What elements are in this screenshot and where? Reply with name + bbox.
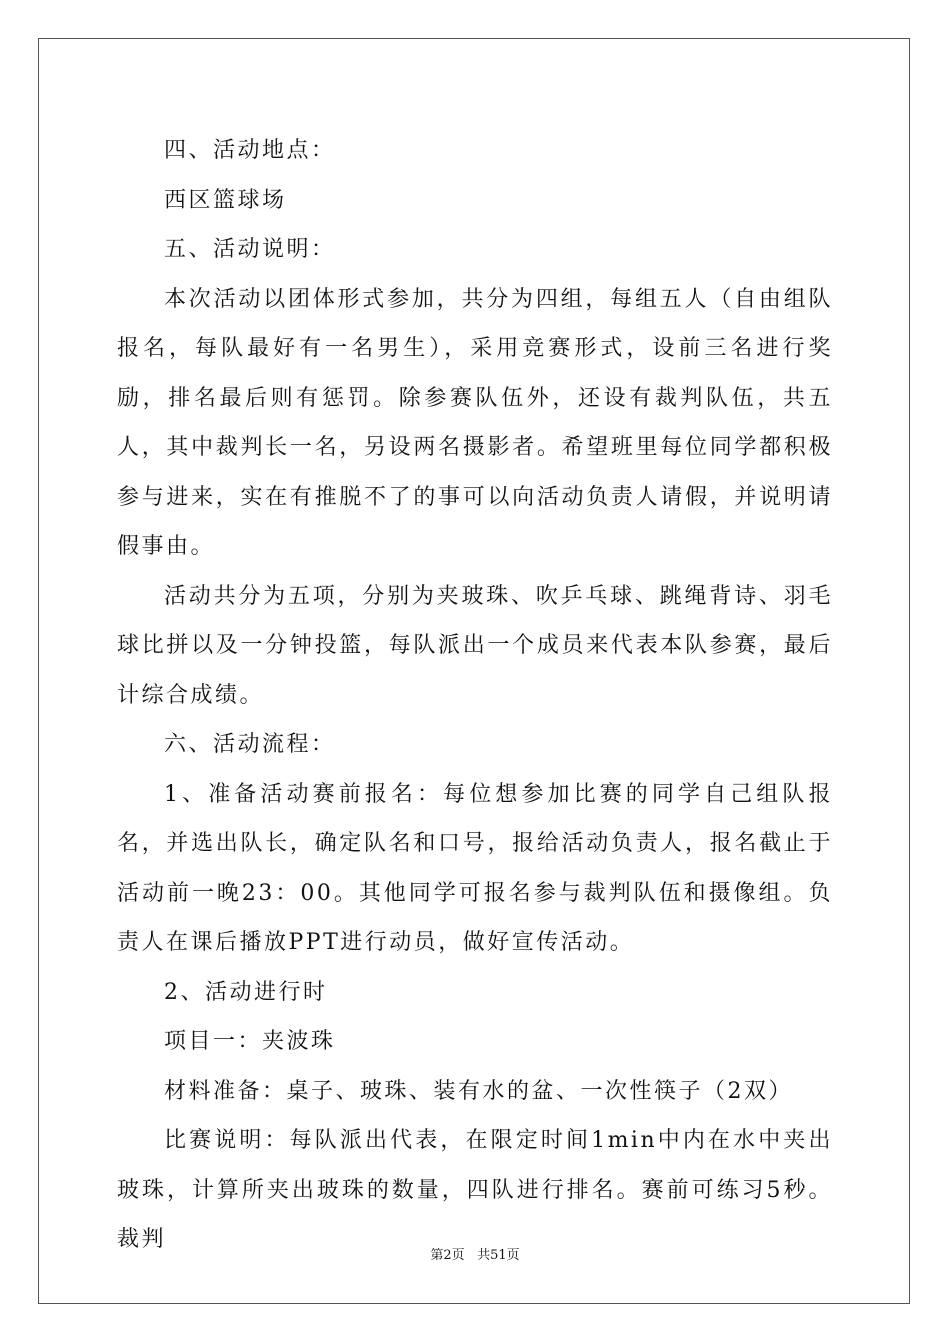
total-label-prefix: 共 bbox=[477, 1248, 491, 1263]
location-text: 西区篮球场 bbox=[164, 187, 287, 213]
total-label-suffix: 页 bbox=[506, 1248, 520, 1263]
total-pages: 51 bbox=[490, 1248, 507, 1263]
page-footer bbox=[0, 1244, 950, 1263]
event-one-title: 项目一：夹波珠 bbox=[164, 1029, 336, 1054]
page-number: 2 bbox=[443, 1248, 452, 1263]
section-heading-location: 四、活动地点： bbox=[164, 138, 336, 163]
description-paragraph: 本次活动以团体形式参加，共分为四组，每组五人（自由组队报名，每队最好有一名男生），采用竞赛形式，设前三名进行奖励，排名最后则有惩罚。除参赛队伍外，还设有裁判队伍，共五人，其中裁判长一名，另设两名摄影者。希望班里每位同学都积极参与进来，实在有推脱不了的事可以向活动负责人请假，并说明请假事由。 bbox=[117, 286, 833, 559]
preparation-paragraph: 1、准备活动赛前报名：每位想参加比赛的同学自己组队报名，并选出队长，确定队名和口号，报给活动负责人，报名截止于活动前一晚23：00。其他同学可报名参与裁判队伍和摄像组。负责人在课后播放PPT进行动员，做好宣传活动。 bbox=[117, 781, 833, 955]
section-heading-process: 六、活动流程： bbox=[164, 732, 336, 757]
document-body bbox=[117, 126, 833, 1265]
materials-paragraph: 材料准备：桌子、玻珠、装有水的盆、一次性筷子（2双） bbox=[164, 1078, 793, 1104]
in-progress-heading: 2、活动进行时 bbox=[164, 979, 328, 1005]
section-heading-description: 五、活动说明： bbox=[164, 237, 336, 262]
page-label-prefix: 第 bbox=[430, 1248, 444, 1263]
events-paragraph: 活动共分为五项，分别为夹玻珠、吹乒乓球、跳绳背诗、羽毛球比拼以及一分钟投篮，每队派出一个成员来代表本队参赛，最后计综合成绩。 bbox=[117, 583, 833, 708]
rules-paragraph: 比赛说明：每队派出代表，在限定时间1min中内在水中夹出玻珠，计算所夹出玻珠的数量，四队进行排名。赛前可练习5秒。裁判 bbox=[117, 1128, 833, 1252]
page-label-suffix: 页 bbox=[451, 1248, 465, 1263]
